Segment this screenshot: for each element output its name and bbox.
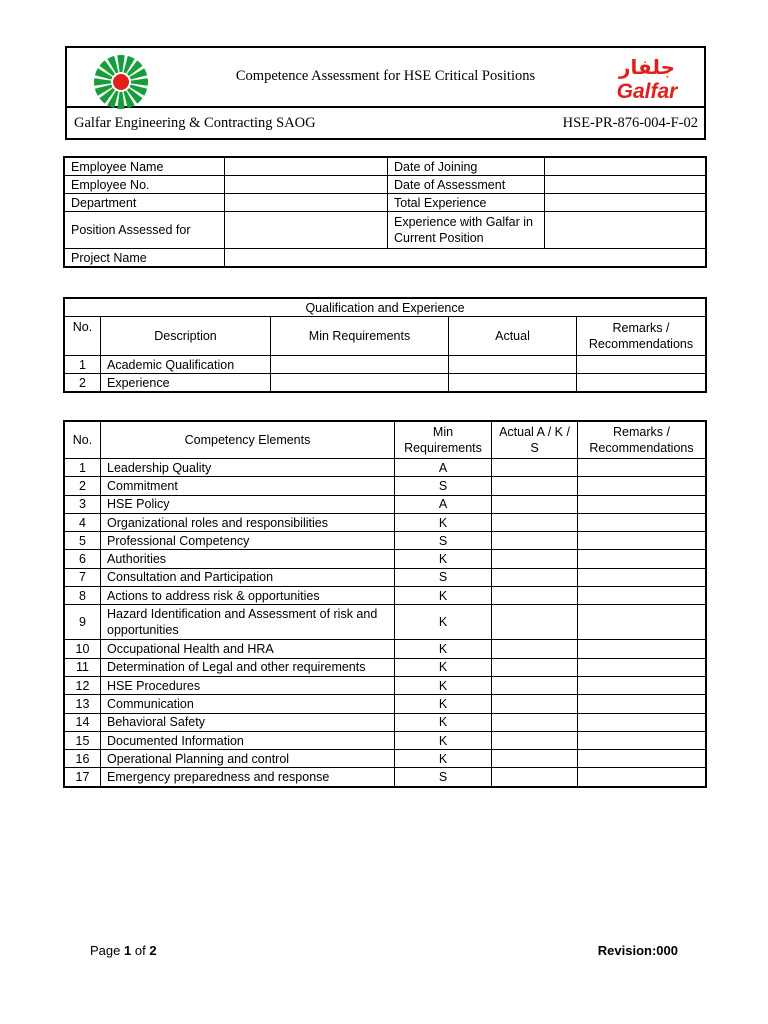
table-row [65,299,706,317]
table-row [65,768,706,786]
remarks-cell[interactable] [578,750,706,768]
date-of-joining-field[interactable] [545,158,706,176]
min-requirement: A [395,495,492,513]
project-name-field[interactable] [225,249,706,267]
experience-with-galfar-label: Experience with Galfar in Current Position [388,212,545,249]
department-field[interactable] [225,194,388,212]
table-header-row [65,317,706,356]
header-actual: Actual A / K / S [492,422,578,459]
remarks-cell[interactable] [578,658,706,676]
header-description: Description [101,317,271,356]
competency-element: Communication [101,695,395,713]
header-remarks: Remarks / Recommendations [577,317,706,356]
min-requirement: K [395,513,492,531]
min-requirement: K [395,713,492,731]
competency-element: Actions to address risk & opportunities [101,587,395,605]
min-requirement: K [395,587,492,605]
remarks-cell[interactable] [578,676,706,694]
row-no: 13 [65,695,101,713]
competency-element: Commitment [101,477,395,495]
competency-table [64,421,706,787]
row-description: Experience [101,374,271,392]
min-requirement: K [395,695,492,713]
galfar-wordmark-logo [612,52,682,106]
header-min-requirements: Min Requirements [271,317,449,356]
document-title: Competence Assessment for HSE Critical Positions [235,68,536,84]
row-no: 6 [65,550,101,568]
min-requirement: K [395,658,492,676]
qualification-table [64,298,706,392]
company-name: Galfar Engineering & Contracting SAOG [74,115,316,131]
remarks-cell[interactable] [578,587,706,605]
table-row [65,176,706,194]
min-requirement: K [395,640,492,658]
actual-cell[interactable] [492,658,578,676]
row-no: 2 [65,477,101,495]
min-requirement: S [395,477,492,495]
row-no: 1 [65,356,101,374]
emblem-petal [94,78,111,86]
emblem-petal [131,78,148,86]
min-requirement: S [395,532,492,550]
remarks-cell[interactable] [578,713,706,731]
header-top-row [67,48,704,108]
remarks-cell[interactable] [578,532,706,550]
employee-name-field[interactable] [225,158,388,176]
min-requirement: K [395,605,492,640]
actual-cell[interactable] [492,676,578,694]
remarks-cell[interactable] [577,374,706,392]
page-current: 1 [124,943,132,958]
department-label: Department [65,194,225,212]
competency-element: Documented Information [101,731,395,749]
competency-element: Professional Competency [101,532,395,550]
competency-element: Authorities [101,550,395,568]
row-no: 7 [65,568,101,586]
logo-arabic-text: جلفار [619,55,675,79]
competency-element: HSE Policy [101,495,395,513]
position-assessed-label: Position Assessed for [65,212,225,249]
actual-cell[interactable] [492,513,578,531]
row-no: 5 [65,532,101,550]
table-row [65,513,706,531]
competency-element: Determination of Legal and other requirements [101,658,395,676]
total-experience-label: Total Experience [388,194,545,212]
employee-info-table [64,157,706,267]
min-requirement: S [395,768,492,786]
min-requirement: S [395,568,492,586]
table-row [65,587,706,605]
remarks-cell[interactable] [578,695,706,713]
competency-element: Operational Planning and control [101,750,395,768]
table-row [65,695,706,713]
document-header [65,46,706,140]
table-header-row [65,422,706,459]
header-remarks: Remarks / Recommendations [578,422,706,459]
actual-cell[interactable] [492,477,578,495]
row-no: 14 [65,713,101,731]
row-no: 8 [65,587,101,605]
competency-element: Behavioral Safety [101,713,395,731]
table-row [65,713,706,731]
table-row [65,640,706,658]
logo-latin-text: Galfar [616,80,678,103]
emblem-petal [117,55,125,72]
min-requirement: K [395,731,492,749]
remarks-cell[interactable] [578,568,706,586]
table-row [65,477,706,495]
table-row [65,356,706,374]
row-no: 3 [65,495,101,513]
min-requirements-cell[interactable] [271,356,449,374]
table-row [65,676,706,694]
employee-no-field[interactable] [225,176,388,194]
table-row [65,750,706,768]
min-requirements-cell[interactable] [271,374,449,392]
row-no: 2 [65,374,101,392]
remarks-cell[interactable] [578,477,706,495]
actual-cell[interactable] [492,768,578,786]
table-row [65,532,706,550]
actual-cell[interactable] [492,587,578,605]
actual-cell[interactable] [492,459,578,477]
header-min-requirements: Min Requirements [395,422,492,459]
total-experience-field[interactable] [545,194,706,212]
row-no: 10 [65,640,101,658]
remarks-cell[interactable] [578,550,706,568]
actual-cell[interactable] [492,713,578,731]
header-bottom-row [67,108,704,138]
min-requirement: K [395,750,492,768]
galfar-emblem-logo [91,52,151,112]
table-row [65,495,706,513]
actual-cell[interactable] [492,640,578,658]
page-indicator [90,943,157,958]
table-row [65,212,706,249]
emblem-petal [117,92,125,109]
row-no: 11 [65,658,101,676]
employee-name-label: Employee Name [65,158,225,176]
actual-cell[interactable] [492,550,578,568]
actual-cell[interactable] [492,750,578,768]
min-requirement: A [395,459,492,477]
remarks-cell[interactable] [577,356,706,374]
row-no: 1 [65,459,101,477]
table-row [65,658,706,676]
table-row [65,605,706,640]
employee-no-label: Employee No. [65,176,225,194]
table-row [65,550,706,568]
table-row [65,194,706,212]
actual-cell[interactable] [492,532,578,550]
position-assessed-field[interactable] [225,212,388,249]
table-row [65,374,706,392]
table-row [65,568,706,586]
revision-label: Revision:000 [597,943,678,958]
min-requirement: K [395,550,492,568]
document-number: HSE-PR-876-004-F-02 [562,115,698,131]
date-of-assessment-field[interactable] [545,176,706,194]
row-no: 12 [65,676,101,694]
actual-cell[interactable] [492,731,578,749]
qualification-title: Qualification and Experience [65,299,706,317]
experience-with-galfar-field[interactable] [545,212,706,249]
row-no: 17 [65,768,101,786]
header-competency-elements: Competency Elements [101,422,395,459]
actual-cell[interactable] [492,568,578,586]
row-no: 16 [65,750,101,768]
row-no: 15 [65,731,101,749]
header-actual: Actual [449,317,577,356]
actual-cell[interactable] [492,495,578,513]
remarks-cell[interactable] [578,768,706,786]
date-of-assessment-label: Date of Assessment [388,176,545,194]
header-no: No. [65,422,101,459]
page-prefix: Page [90,943,121,958]
competency-element: Occupational Health and HRA [101,640,395,658]
project-name-label: Project Name [65,249,225,267]
table-row [65,158,706,176]
actual-cell[interactable] [492,605,578,640]
date-of-joining-label: Date of Joining [388,158,545,176]
remarks-cell[interactable] [578,640,706,658]
table-row [65,459,706,477]
page-of: of [134,943,146,958]
competency-element: Consultation and Participation [101,568,395,586]
competency-element: Hazard Identification and Assessment of risk and opportunities [101,605,395,640]
actual-cell[interactable] [449,356,577,374]
page-total: 2 [149,943,157,958]
actual-cell[interactable] [449,374,577,392]
row-description: Academic Qualification [101,356,271,374]
remarks-cell[interactable] [578,495,706,513]
row-no: 9 [65,605,101,640]
table-row [65,249,706,267]
remarks-cell[interactable] [578,459,706,477]
competency-element: Emergency preparedness and response [101,768,395,786]
emblem-center [113,74,129,90]
remarks-cell[interactable] [578,731,706,749]
remarks-cell[interactable] [578,605,706,640]
competency-element: Leadership Quality [101,459,395,477]
header-no: No. [65,317,101,356]
competency-element: HSE Procedures [101,676,395,694]
min-requirement: K [395,676,492,694]
row-no: 4 [65,513,101,531]
competency-element: Organizational roles and responsibilities [101,513,395,531]
table-row [65,731,706,749]
remarks-cell[interactable] [578,513,706,531]
actual-cell[interactable] [492,695,578,713]
